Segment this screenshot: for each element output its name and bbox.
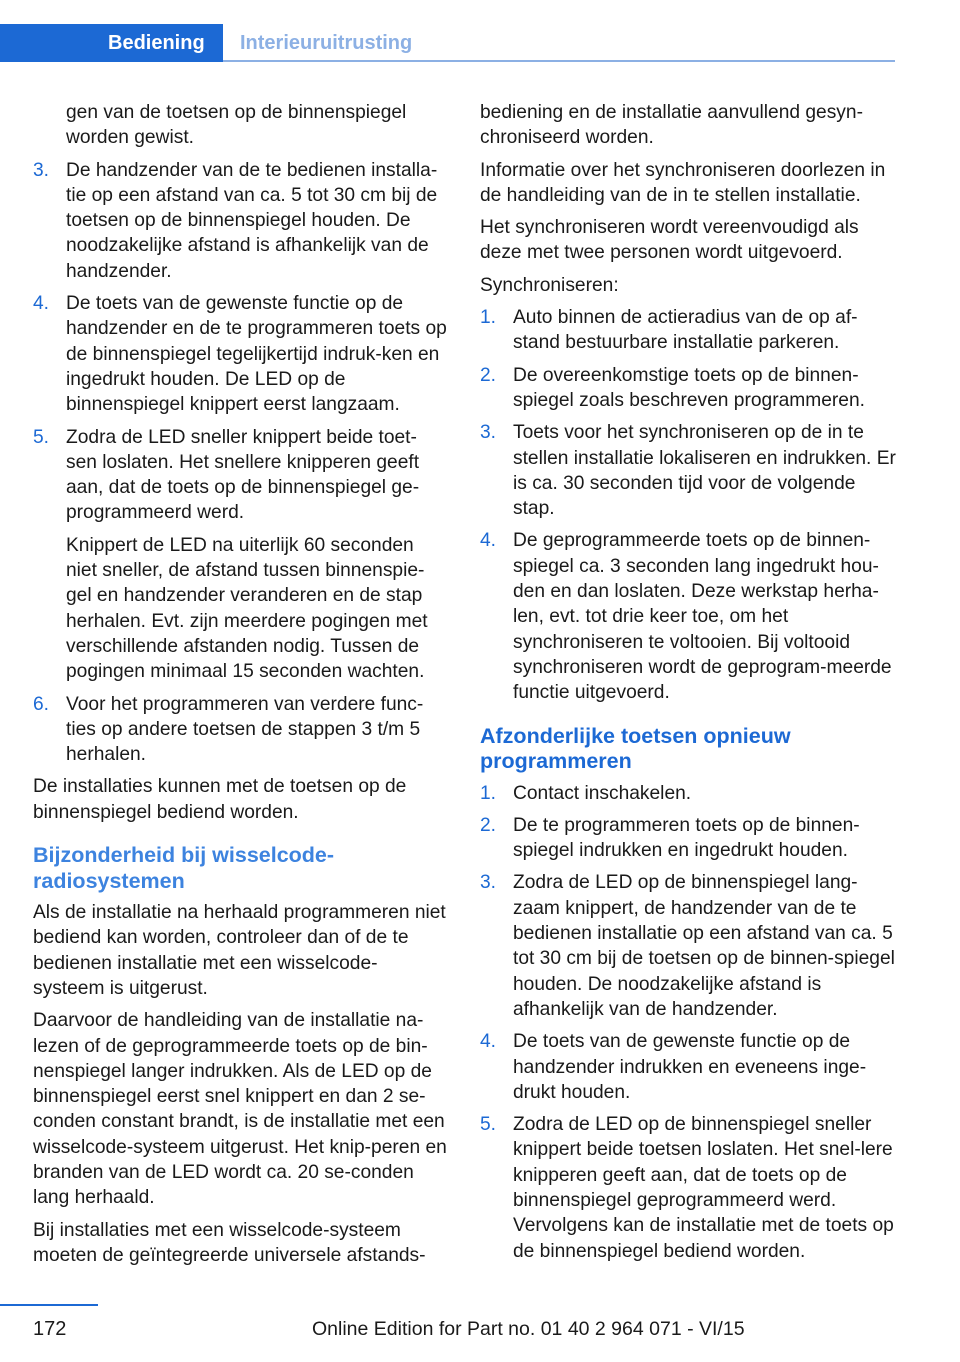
- page-number: 172: [33, 1318, 67, 1340]
- step-text: De geprogrammeerde toets op de binnen‐spiegel ca. 3 seconden lang ingedrukt hou‐den en dan loslaten. Deze werkstap herha‐len, evt. tot drie keer toe, om het synchroniseren te voltooien. Bij voltooid synchroniseren wordt de geprogram‐meerde functie uitgevoerd.: [513, 530, 892, 704]
- step-text: De handzender van de te bedienen installa‐tie op een afstand van ca. 5 tot 30 cm bij de toetsen op de binnenspiegel houden. De noodzakelijke afstand is afhankelijk van de handzender.: [66, 159, 438, 282]
- list-item: [480, 305, 896, 356]
- paragraph: bediening en de installatie aanvullend gesyn‐chroniseerd worden.: [480, 102, 863, 149]
- list-item: [33, 158, 447, 284]
- step-text: Zodra de LED op de binnenspiegel lang‐zaam knippert, de handzender van de te bedienen installatie op een afstand van ca. 5 tot 30 cm bij de toetsen op de binnen‐spiegel houden. De noodzakelijke afstand is afhankelijk van de handzender.: [513, 872, 895, 1020]
- tab-interieuruitrusting[interactable]: Interieuruitrusting: [240, 32, 413, 54]
- paragraph: Daarvoor de handleiding van de installatie na‐lezen of de geprogrammeerde toets op de bin‐nenspiegel langer indrukken. Als de LED op de binnenspiegel eerst snel knippert en dan 2 se‐conden constant brandt, is de installatie met een wisselcode-systeem uitgerust. Het knip‐peren en branden van de LED wordt ca. 20 se‐conden lang herhaald.: [33, 1010, 447, 1209]
- step-text: De toets van de gewenste functie op de handzender en de te programmeren toets op de binnenspiegel tegelijkertijd indruk‐ken en ingedrukt houden. De LED op de binnenspiegel knippert eerst langzaam.: [66, 293, 447, 416]
- step-number: 2.: [480, 814, 497, 836]
- step-text: Toets voor het synchroniseren op de in te stellen installatie lokaliseren en indrukken. Er is ca. 30 seconden tijd voor de volgende stap.: [513, 422, 896, 520]
- step-number: 5.: [33, 426, 50, 448]
- step-number: 6.: [33, 693, 50, 715]
- header-rule: [223, 60, 895, 62]
- step-number: 4.: [33, 293, 50, 315]
- list-item: [480, 781, 896, 806]
- list-item: [480, 870, 896, 1022]
- paragraph: Synchroniseren:: [480, 274, 619, 296]
- edition-note: Online Edition for Part no. 01 40 2 964 071 - VI/15: [312, 1318, 745, 1340]
- step-number: 3.: [33, 159, 50, 181]
- section-heading: Bijzonderheid bij wisselcode‐radiosystemen: [33, 843, 335, 893]
- right-column: [480, 100, 896, 1271]
- step-number: 4.: [480, 1031, 497, 1053]
- paragraph: Als de installatie na herhaald programmeren niet bediend kan worden, controleer dan of de te bedienen installatie met een wisselcode‐systeem is uitgerust.: [33, 902, 446, 999]
- list-item: [33, 425, 447, 685]
- step-text: Contact inschakelen.: [513, 782, 692, 804]
- step-number: 1.: [480, 307, 497, 329]
- step-text: De te programmeren toets op de binnen‐spiegel indrukken en ingedrukt houden.: [513, 814, 860, 862]
- step-number: 2.: [480, 364, 497, 386]
- paragraph: Bij installaties met een wisselcode-systeem moeten de geïntegreerde universele afstands‐: [33, 1219, 426, 1266]
- left-column: [33, 100, 447, 1275]
- step-text: Zodra de LED sneller knippert beide toet‐sen loslaten. Het snellere knipperen geeft aan, dat de toets op de binnenspiegel ge‐programmeerd werd.: [66, 426, 420, 524]
- step-number: 1.: [480, 782, 497, 804]
- step-text: Voor het programmeren van verdere func‐ties op andere toetsen de stappen 3 t/m 5 herhalen.: [66, 693, 424, 766]
- tab-bediening[interactable]: Bediening: [0, 24, 223, 62]
- step-number: 4.: [480, 530, 497, 552]
- paragraph: Informatie over het synchroniseren doorlezen in de handleiding van de in te stellen installatie.: [480, 159, 886, 206]
- step-text-note: Knippert de LED na uiterlijk 60 seconden niet sneller, de afstand tussen binnenspie‐gel en handzender veranderen en de stap herhalen. Evt. zijn meerdere pogingen met verschillende afstanden nodig. Tussen de pogingen minimaal 15 seconden wachten.: [66, 534, 428, 683]
- list-item: [480, 1029, 896, 1105]
- list-item: [480, 813, 896, 864]
- section-heading: Afzonderlijke toetsen opnieuw programmeren: [480, 723, 791, 774]
- list-item: [480, 363, 896, 414]
- paragraph: Het synchroniseren wordt vereenvoudigd als deze met twee personen wordt uitgevoerd.: [480, 217, 859, 264]
- step-text: De toets van de gewenste functie op de handzender indrukken en eveneens inge‐drukt houden.: [513, 1031, 867, 1103]
- list-item: [480, 1112, 896, 1264]
- step-text: Zodra de LED op de binnenspiegel sneller knippert beide toetsen loslaten. Het snel‐lere knipperen geeft aan, dat de toets op de binnenspiegel geprogrammeerd werd. Vervolgens kan de installatie met de toets op de binnenspiegel bediend worden.: [513, 1114, 894, 1262]
- list-item: [33, 692, 447, 768]
- list-item: [33, 291, 447, 417]
- paragraph: De installaties kunnen met de toetsen op de binnenspiegel bediend worden.: [33, 776, 407, 823]
- step-number: 3.: [480, 422, 497, 444]
- step-number: 5.: [480, 1114, 497, 1136]
- step-continuation: gen van de toetsen op de binnenspiegel worden gewist.: [66, 102, 407, 149]
- step-number: 3.: [480, 872, 497, 894]
- list-item: [480, 420, 896, 521]
- step-text: Auto binnen de actieradius van de op af‐stand bestuurbare installatie parkeren.: [513, 307, 858, 354]
- list-item: [480, 528, 896, 705]
- step-text: De overeenkomstige toets op de binnen‐spiegel zoals beschreven programmeren.: [513, 364, 865, 411]
- footer-rule: [0, 1304, 98, 1306]
